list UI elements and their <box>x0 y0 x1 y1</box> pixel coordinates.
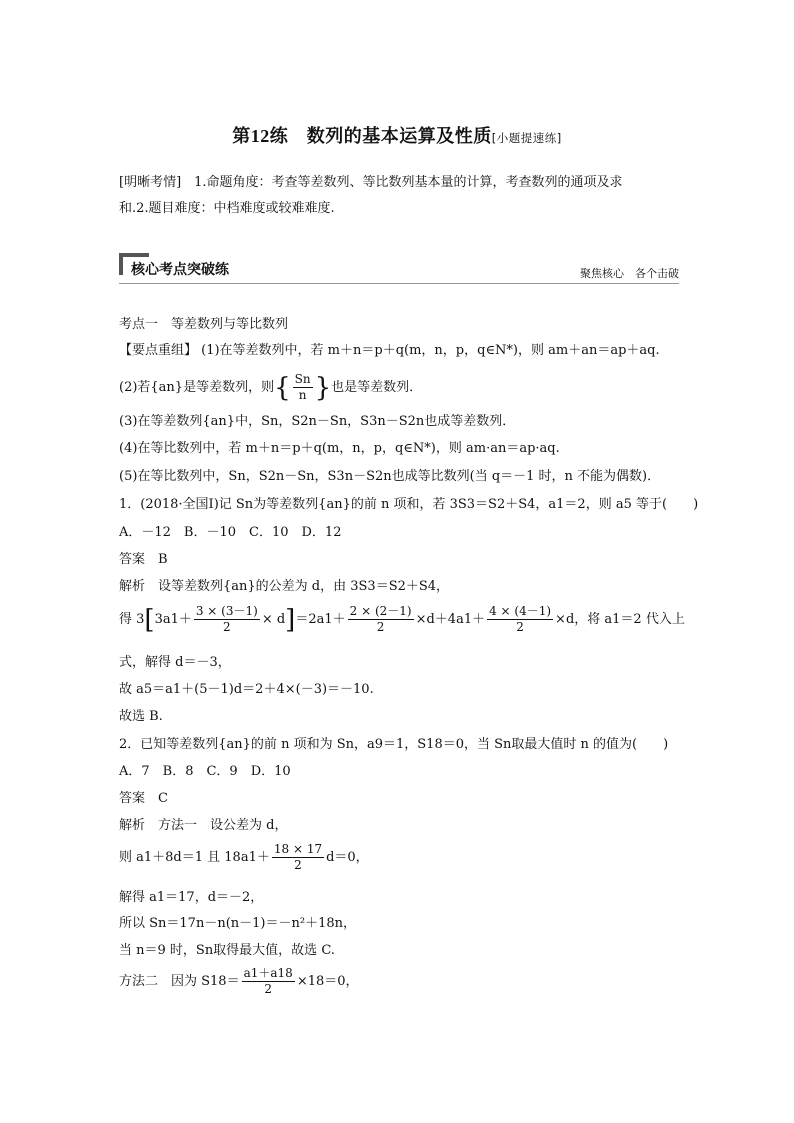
q2-solution-5: 当 n＝9 时，Sn取得最大值，故选 C. <box>119 943 335 958</box>
intro-line-2: 和.2.题目难度：中档难度或较难难度. <box>119 201 335 216</box>
title-prefix: 第 <box>232 126 251 147</box>
key-point-4: (4)在等比数列中，若 m＋n＝p＋q(m，n，p，q∈N*)，则 am·an＝ap·aq. <box>119 441 560 456</box>
q2-frac-2 <box>242 966 295 997</box>
key-point-5: (5)在等比数列中，Sn，S2n－Sn，S3n－S2n也成等比数列(当 q＝－1 时，n 不能为偶数)． <box>119 469 661 484</box>
frac-num: Sn <box>294 372 311 386</box>
banner-label: 核心考点突破练 <box>131 262 229 278</box>
q2-solution-4: 所以 Sn＝17n－n(n－1)＝－n²＋18n， <box>119 916 356 931</box>
q1-solution-3: 式，解得 d＝－3， <box>119 655 231 670</box>
page-title <box>0 122 794 148</box>
q1-solution-2 <box>119 604 685 635</box>
frac-den: 2 <box>294 858 302 872</box>
q1-frac-2 <box>348 604 414 635</box>
frac-den: 2 <box>223 620 231 634</box>
frac-den: 2 <box>376 620 385 634</box>
q2-solution-2 <box>119 842 369 873</box>
q1-stem: 1．(2018·全国Ⅰ)记 Sn为等差数列{an}的前 n 项和，若 3S3＝S2＋S4，a1＝2，则 a5 等于( ) <box>119 497 699 512</box>
banner-corner-h <box>119 253 149 257</box>
q1-frac-1 <box>194 604 260 635</box>
intro-line-1: [明晰考情] 1.命题角度：考查等差数列、等比数列基本量的计算，考查数列的通项及求 <box>119 175 623 190</box>
q2-solution-1: 解析 方法一 设公差为 d， <box>119 818 288 833</box>
banner-right: 聚焦核心 各个击破 <box>580 267 679 280</box>
banner-rule <box>119 283 679 284</box>
q1-solution-4: 故 a5＝a1＋(5－1)d＝2＋4×(－3)＝－10. <box>119 682 374 697</box>
q1-solution-5: 故选 B. <box>119 709 163 724</box>
q1-frac-3 <box>487 604 553 635</box>
section-heading: 考点一 等差数列与等比数列 <box>119 317 289 332</box>
bracket-right: ] <box>285 604 296 635</box>
q1-options: A．－12 B．－10 C．10 D．12 <box>119 525 342 540</box>
title-tag: [小题提速练] <box>491 131 562 145</box>
brace-left: { <box>274 372 291 403</box>
q2-sol2-b: d＝0， <box>326 850 369 865</box>
brace-right: } <box>314 372 332 403</box>
frac-den: 2 <box>264 982 273 996</box>
q1-solution-1: 解析 设等差数列{an}的公差为 d，由 3S3＝S2＋S4， <box>119 579 450 594</box>
q2-options: A．7 B．8 C．9 D．10 <box>119 764 291 779</box>
frac-num: 18 × 17 <box>273 842 323 856</box>
q2-sol6-a: 方法二 因为 S18＝ <box>119 974 240 989</box>
q2-frac-1 <box>272 842 324 873</box>
q2-solution-3: 解得 a1＝17，d＝－2， <box>119 890 264 905</box>
fraction-sn-n <box>293 372 313 403</box>
frac-num: 4 × (4－1) <box>489 604 552 618</box>
frac-den: n <box>298 388 307 402</box>
q1-sol2-c: ＝2a1＋ <box>295 612 346 627</box>
frac-num: 3 × (3－1) <box>195 604 258 618</box>
frac-num: 2 × (2－1) <box>349 604 412 618</box>
q1-sol2-e: ×d，将 a1＝2 代入上 <box>555 612 685 627</box>
q2-solution-6 <box>119 966 359 997</box>
key-point-3: (3)在等差数列{an}中，Sn，S2n－Sn，S3n－S2n也成等差数列． <box>119 414 516 429</box>
key-point-2-post: 也是等差数列． <box>331 380 423 395</box>
frac-num: a1＋a18 <box>243 966 293 980</box>
title-text: 练 数列的基本运算及性质 <box>269 126 492 147</box>
q2-sol2-a: 则 a1＋8d＝1 且 18a1＋ <box>119 850 270 865</box>
key-point-1: 【要点重组】 (1)在等差数列中，若 m＋n＝p＋q(m，n，p，q∈N*)，则 am＋an＝ap＋aq. <box>119 343 660 358</box>
q1-sol2-d: ×d＋4a1＋ <box>415 612 486 627</box>
q2-sol6-b: ×18＝0， <box>296 974 359 989</box>
q1-sol2-b: × d <box>261 612 286 627</box>
key-point-2 <box>119 372 422 403</box>
frac-den: 2 <box>516 620 524 634</box>
q1-sol2-pre: 得 3 <box>119 612 145 627</box>
q1-sol2-a: 3a1＋ <box>154 612 192 627</box>
bracket-left: [ <box>144 604 155 635</box>
section-banner <box>119 249 679 285</box>
title-number: 12 <box>250 126 270 146</box>
key-point-2-pre: (2)若{an}是等差数列，则 <box>119 380 275 395</box>
q1-answer: 答案 B <box>119 552 168 567</box>
banner-corner-v <box>119 253 123 275</box>
q2-answer: 答案 C <box>119 791 168 806</box>
q2-stem: 2．已知等差数列{an}的前 n 项和为 Sn，a9＝1，S18＝0，当 Sn取最大值时 n 的值为( ) <box>119 737 669 752</box>
